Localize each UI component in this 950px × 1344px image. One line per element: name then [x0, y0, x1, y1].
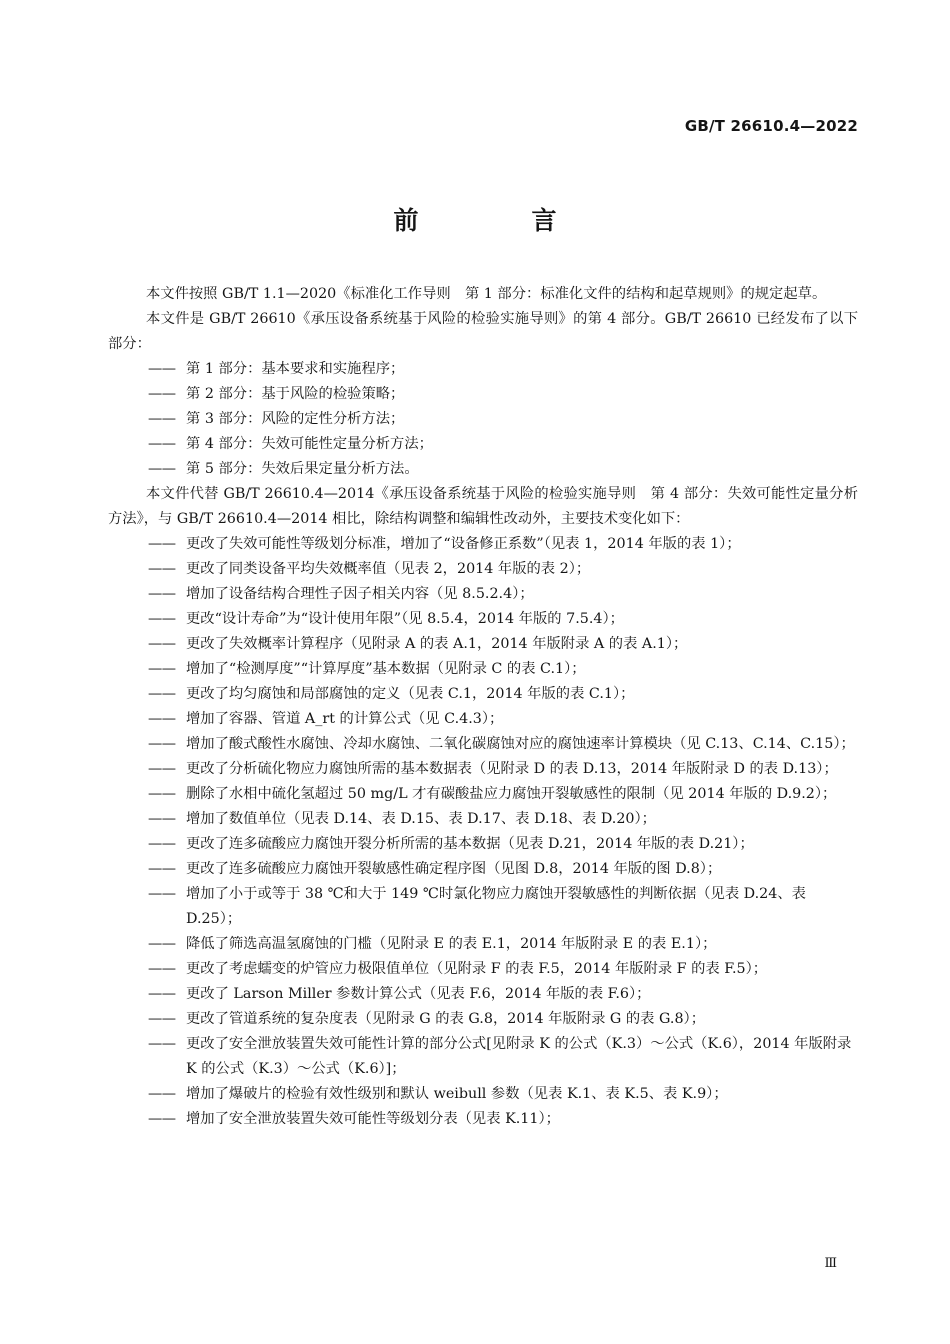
list-item: —— 更改了均匀腐蚀和局部腐蚀的定义（见表 C.1，2014 年版的表 C.1）；	[148, 686, 635, 702]
list-item: —— 更改了连多硫酸应力腐蚀开裂敏感性确定程序图（见图 D.8，2014 年版的图 D.8）；	[148, 861, 722, 877]
list-item: —— 增加了容器、管道 A_rt 的计算公式（见 C.4.3）；	[148, 711, 504, 727]
list-item: —— 更改了失效可能性等级划分标准，增加了“设备修正系数”（见表 1，2014 年版的表 1）；	[148, 536, 741, 552]
changes-list	[108, 532, 858, 1132]
list-item: —— 增加了小于或等于 38 ℃和大于 149 ℃时氯化物应力腐蚀开裂敏感性的判断依据（见表 D.24、表 D.25）；	[148, 886, 806, 927]
paragraph-series-intro: 本文件是 GB/T 26610《承压设备系统基于风险的检验实施导则》的第 4 部分。GB/T 26610 已经发布了以下部分：	[108, 311, 858, 352]
list-item: —— 增加了爆破片的检验有效性级别和默认 weibull 参数（见表 K.1、表 K.5、表 K.9）；	[148, 1086, 728, 1102]
paragraph-drafting-rule: 本文件按照 GB/T 1.1—2020《标准化工作导则 第 1 部分：标准化文件的结构和起草规则》的规定起草。	[146, 286, 827, 302]
list-item: —— 增加了酸式酸性水腐蚀、冷却水腐蚀、二氧化碳腐蚀对应的腐蚀速率计算模块（见 C.13、C.14、C.15）；	[148, 736, 855, 752]
parts-list	[108, 357, 858, 482]
list-item: —— 第 2 部分：基于风险的检验策略；	[148, 386, 405, 402]
list-item: —— 第 1 部分：基本要求和实施程序；	[148, 361, 405, 377]
list-item: —— 增加了安全泄放装置失效可能性等级划分表（见表 K.11）；	[148, 1111, 560, 1127]
page-title: 前 言	[393, 206, 601, 235]
list-item: —— 更改了同类设备平均失效概率值（见表 2，2014 年版的表 2）；	[148, 561, 591, 577]
list-item: —— 增加了设备结构合理性子因子相关内容（见 8.5.2.4）；	[148, 586, 534, 602]
list-item: —— 第 4 部分：失效可能性定量分析方法；	[148, 436, 433, 452]
page-number: Ⅲ	[824, 1256, 837, 1271]
list-item: —— 删除了水相中硫化氢超过 50 mg/L 才有碳酸盐应力腐蚀开裂敏感性的限制（见 2014 年版的 D.9.2）；	[148, 786, 837, 802]
list-item: —— 更改了失效概率计算程序（见附录 A 的表 A.1，2014 年版附录 A 的表 A.1）；	[148, 636, 688, 652]
list-item: —— 更改了管道系统的复杂度表（见附录 G 的表 G.8，2014 年版附录 G 的表 G.8）；	[148, 1011, 706, 1027]
paragraph-replacement: 本文件代替 GB/T 26610.4—2014《承压设备系统基于风险的检验实施导则 第 4 部分：失效可能性定量分析方法》，与 GB/T 26610.4—2014 相比，除结构调整和编辑性改动外，主要技术变化如下：	[108, 486, 858, 527]
list-item: —— 更改了考虑蠕变的炉管应力极限值单位（见附录 F 的表 F.5，2014 年版附录 F 的表 F.5）；	[148, 961, 768, 977]
list-item: —— 增加了“检测厚度”“计算厚度”基本数据（见附录 C 的表 C.1）；	[148, 661, 586, 677]
list-item: —— 第 5 部分：失效后果定量分析方法。	[148, 461, 419, 477]
list-item: —— 更改了分析硫化物应力腐蚀所需的基本数据表（见附录 D 的表 D.13，2014 年版附录 D 的表 D.13）；	[148, 761, 838, 777]
list-item: —— 更改了安全泄放装置失效可能性计算的部分公式[见附录 K 的公式（K.3）～公式（K.6），2014 年版附录 K 的公式（K.3）～公式（K.6）]；	[148, 1036, 852, 1077]
list-item: —— 更改了 Larson Miller 参数计算公式（见表 F.6，2014 年版的表 F.6）；	[148, 986, 651, 1002]
list-item: —— 第 3 部分：风险的定性分析方法；	[148, 411, 405, 427]
list-item: —— 更改了连多硫酸应力腐蚀开裂分析所需的基本数据（见表 D.21，2014 年版的表 D.21）；	[148, 836, 754, 852]
foreword-content	[108, 282, 858, 1132]
list-item: —— 增加了数值单位（见表 D.14、表 D.15、表 D.17、表 D.18、表 D.20）；	[148, 811, 656, 827]
list-item: —— 更改“设计寿命”为“设计使用年限”（见 8.5.4，2014 年版的 7.5.4）；	[148, 611, 624, 627]
standard-number: GB/T 26610.4—2022	[684, 117, 858, 135]
list-item: —— 降低了筛选高温氢腐蚀的门槛（见附录 E 的表 E.1，2014 年版附录 E 的表 E.1）；	[148, 936, 717, 952]
